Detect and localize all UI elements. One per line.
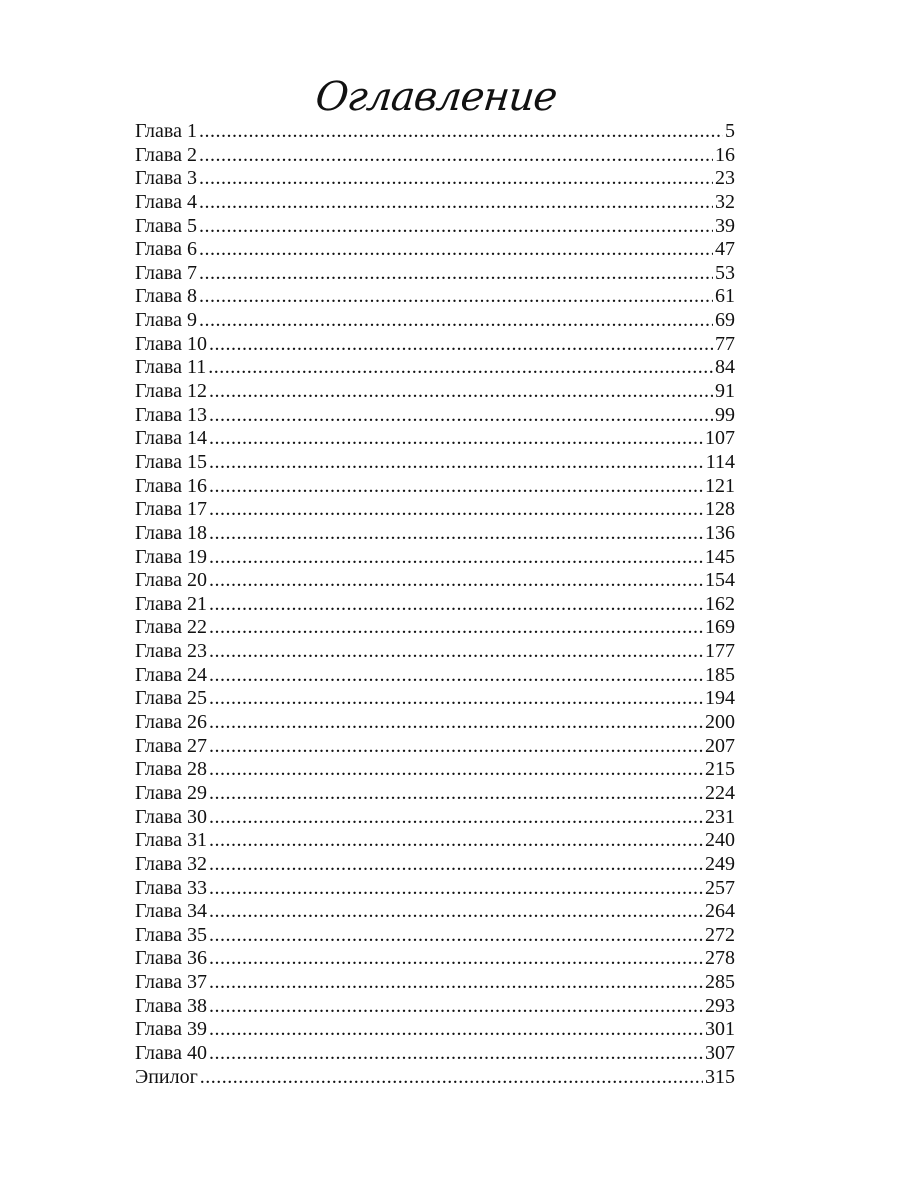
toc-entry-page-number: 99: [715, 403, 735, 426]
toc-entry-label: Глава 35: [135, 923, 207, 946]
toc-entry-page-number: 136: [705, 521, 735, 544]
toc-entry-label: Глава 12: [135, 380, 207, 403]
toc-entry-page-number: 77: [715, 332, 735, 355]
toc-entry-label: Глава 24: [135, 663, 207, 686]
toc-dot-leader: [209, 735, 703, 759]
toc-entry-label: Глава 20: [135, 569, 207, 592]
toc-entry-page-number: 32: [715, 190, 735, 213]
toc-entry-label: Эпилог: [135, 1065, 198, 1088]
toc-dot-leader: [209, 1018, 703, 1042]
toc-entry[interactable]: [135, 451, 735, 475]
toc-entry-page-number: 121: [705, 474, 735, 497]
toc-entry-page-number: 84: [715, 356, 735, 379]
toc-entry-page-number: 128: [705, 498, 735, 521]
toc-entry-page-number: 69: [715, 309, 735, 332]
toc-entry[interactable]: [135, 853, 735, 877]
toc-entry-page-number: 285: [705, 971, 735, 994]
toc-dot-leader: [199, 167, 713, 191]
toc-dot-leader: [209, 522, 703, 546]
toc-entry-page-number: 169: [705, 616, 735, 639]
toc-entry-page-number: 272: [705, 923, 735, 946]
toc-entry-page-number: 47: [715, 238, 735, 261]
toc-entry[interactable]: [135, 687, 735, 711]
toc-entry-page-number: 200: [705, 711, 735, 734]
toc-entry[interactable]: [135, 947, 735, 971]
toc-dot-leader: [199, 238, 713, 262]
toc-entry[interactable]: [135, 806, 735, 830]
toc-entry-label: Глава 6: [135, 238, 197, 261]
toc-entry-label: Глава 2: [135, 143, 197, 166]
toc-entry-label: Глава 7: [135, 261, 197, 284]
toc-dot-leader: [209, 758, 703, 782]
toc-dot-leader: [209, 569, 703, 593]
toc-entry[interactable]: [135, 404, 735, 428]
toc-entry-label: Глава 15: [135, 450, 207, 473]
toc-entry[interactable]: [135, 427, 735, 451]
toc-entry[interactable]: [135, 120, 735, 144]
toc-entry-page-number: 91: [715, 380, 735, 403]
toc-dot-leader: [209, 427, 703, 451]
toc-dot-leader: [209, 853, 703, 877]
toc-dot-leader: [209, 475, 703, 499]
toc-entry-page-number: 240: [705, 829, 735, 852]
toc-dot-leader: [208, 356, 713, 380]
toc-entry[interactable]: [135, 593, 735, 617]
toc-dot-leader: [209, 593, 703, 617]
toc-dot-leader: [199, 120, 723, 144]
toc-entry-label: Глава 40: [135, 1041, 207, 1064]
toc-entry-label: Глава 30: [135, 805, 207, 828]
toc-entry-label: Глава 29: [135, 781, 207, 804]
toc-dot-leader: [209, 900, 703, 924]
toc-dot-leader: [209, 498, 703, 522]
toc-entry[interactable]: [135, 758, 735, 782]
toc-entry[interactable]: [135, 971, 735, 995]
toc-entry-label: Глава 33: [135, 876, 207, 899]
toc-entry[interactable]: [135, 711, 735, 735]
toc-dot-leader: [209, 877, 703, 901]
toc-entry-page-number: 185: [705, 663, 735, 686]
toc-entry-label: Глава 34: [135, 900, 207, 923]
toc-dot-leader: [209, 333, 713, 357]
toc-entry[interactable]: [135, 924, 735, 948]
toc-entry-page-number: 5: [725, 120, 735, 142]
toc-entry-page-number: 145: [705, 545, 735, 568]
toc-entry-page-number: 194: [705, 687, 735, 710]
toc-entry-page-number: 293: [705, 994, 735, 1017]
toc-entry-label: Глава 19: [135, 545, 207, 568]
toc-dot-leader: [209, 1042, 703, 1066]
toc-entry[interactable]: [135, 616, 735, 640]
toc-entry-page-number: 162: [705, 592, 735, 615]
toc-dot-leader: [209, 546, 703, 570]
toc-dot-leader: [209, 664, 703, 688]
toc-entry-label: Глава 31: [135, 829, 207, 852]
toc-dot-leader: [209, 404, 713, 428]
toc-entry-page-number: 257: [705, 876, 735, 899]
toc-entry[interactable]: [135, 167, 735, 191]
toc-entry[interactable]: [135, 498, 735, 522]
toc-entry[interactable]: [135, 333, 735, 357]
toc-entry[interactable]: [135, 877, 735, 901]
toc-entry[interactable]: [135, 309, 735, 333]
toc-entry[interactable]: [135, 380, 735, 404]
toc-entry-label: Глава 3: [135, 167, 197, 190]
toc-entry[interactable]: [135, 829, 735, 853]
toc-dot-leader: [199, 191, 713, 215]
toc-entry[interactable]: [135, 640, 735, 664]
toc-dot-leader: [209, 947, 703, 971]
toc-entry-label: Глава 1: [135, 120, 197, 142]
toc-entry[interactable]: [135, 285, 735, 309]
toc-entry[interactable]: [135, 475, 735, 499]
toc-entry[interactable]: [135, 664, 735, 688]
toc-dot-leader: [199, 144, 713, 168]
toc-dot-leader: [209, 687, 703, 711]
toc-entry[interactable]: [135, 262, 735, 286]
toc-entry-page-number: 249: [705, 852, 735, 875]
toc-dot-leader: [209, 971, 703, 995]
toc-entry-label: Глава 18: [135, 521, 207, 544]
toc-dot-leader: [209, 924, 703, 948]
toc-entry-label: Глава 4: [135, 190, 197, 213]
toc-entry-label: Глава 26: [135, 711, 207, 734]
toc-entry-label: Глава 11: [135, 356, 207, 379]
toc-entry-page-number: 307: [705, 1041, 735, 1064]
toc-entry-label: Глава 37: [135, 971, 207, 994]
toc-entry-label: Глава 9: [135, 309, 197, 332]
toc-entry-page-number: 264: [705, 900, 735, 923]
toc-entry-page-number: 154: [705, 569, 735, 592]
toc-entry[interactable]: [135, 1066, 735, 1090]
toc-entry-page-number: 207: [705, 734, 735, 757]
toc-entry-page-number: 224: [705, 781, 735, 804]
toc-entry-page-number: 61: [715, 285, 735, 308]
toc-entry[interactable]: [135, 144, 735, 168]
toc-entry-label: Глава 21: [135, 592, 207, 615]
toc-dot-leader: [200, 1066, 703, 1090]
toc-dot-leader: [209, 829, 703, 853]
toc-entry[interactable]: [135, 900, 735, 924]
toc-entry-page-number: 114: [705, 450, 735, 473]
toc-entry[interactable]: [135, 356, 735, 380]
toc-entry-label: Глава 17: [135, 498, 207, 521]
toc-entry-label: Глава 32: [135, 852, 207, 875]
toc-entry[interactable]: [135, 215, 735, 239]
toc-dot-leader: [209, 451, 704, 475]
toc-dot-leader: [209, 806, 703, 830]
toc-entry-page-number: 315: [705, 1065, 735, 1088]
toc-entry-page-number: 39: [715, 214, 735, 237]
toc-dot-leader: [199, 285, 713, 309]
toc-entry-label: Глава 13: [135, 403, 207, 426]
toc-entry[interactable]: [135, 735, 735, 759]
toc-dot-leader: [209, 380, 713, 404]
toc-entry-page-number: 215: [705, 758, 735, 781]
toc-entry-label: Глава 28: [135, 758, 207, 781]
toc-entry-page-number: 177: [705, 640, 735, 663]
page-title: Оглавление: [313, 74, 559, 120]
toc-entry-label: Глава 27: [135, 734, 207, 757]
toc-dot-leader: [209, 616, 703, 640]
toc-entry-page-number: 53: [715, 261, 735, 284]
toc-entry[interactable]: [135, 546, 735, 570]
toc-entry-page-number: 23: [715, 167, 735, 190]
toc-entry-label: Глава 38: [135, 994, 207, 1017]
toc-dot-leader: [199, 262, 713, 286]
toc-entry[interactable]: [135, 1018, 735, 1042]
toc-entry-label: Глава 16: [135, 474, 207, 497]
toc-entry-page-number: 231: [705, 805, 735, 828]
toc-entry[interactable]: [135, 191, 735, 215]
toc-entry-label: Глава 8: [135, 285, 197, 308]
toc-entry-label: Глава 10: [135, 332, 207, 355]
toc-dot-leader: [209, 995, 703, 1019]
toc-entry-label: Глава 22: [135, 616, 207, 639]
toc-entry-page-number: 301: [705, 1018, 735, 1041]
toc-dot-leader: [209, 782, 703, 806]
toc-entry[interactable]: [135, 522, 735, 546]
toc-entry-label: Глава 25: [135, 687, 207, 710]
toc-dot-leader: [199, 309, 713, 333]
toc-entry[interactable]: [135, 782, 735, 806]
toc-entry[interactable]: [135, 238, 735, 262]
toc-dot-leader: [209, 711, 703, 735]
toc-entry-page-number: 278: [705, 947, 735, 970]
toc-entry[interactable]: [135, 1042, 735, 1066]
toc-entry-label: Глава 36: [135, 947, 207, 970]
toc-dot-leader: [199, 215, 713, 239]
toc-entry-label: Глава 14: [135, 427, 207, 450]
table-of-contents: [135, 120, 735, 1089]
toc-entry-page-number: 107: [705, 427, 735, 450]
toc-entry-label: Глава 39: [135, 1018, 207, 1041]
toc-entry[interactable]: [135, 569, 735, 593]
toc-entry-label: Глава 23: [135, 640, 207, 663]
toc-entry[interactable]: [135, 995, 735, 1019]
toc-dot-leader: [209, 640, 703, 664]
toc-entry-label: Глава 5: [135, 214, 197, 237]
toc-entry-page-number: 16: [715, 143, 735, 166]
